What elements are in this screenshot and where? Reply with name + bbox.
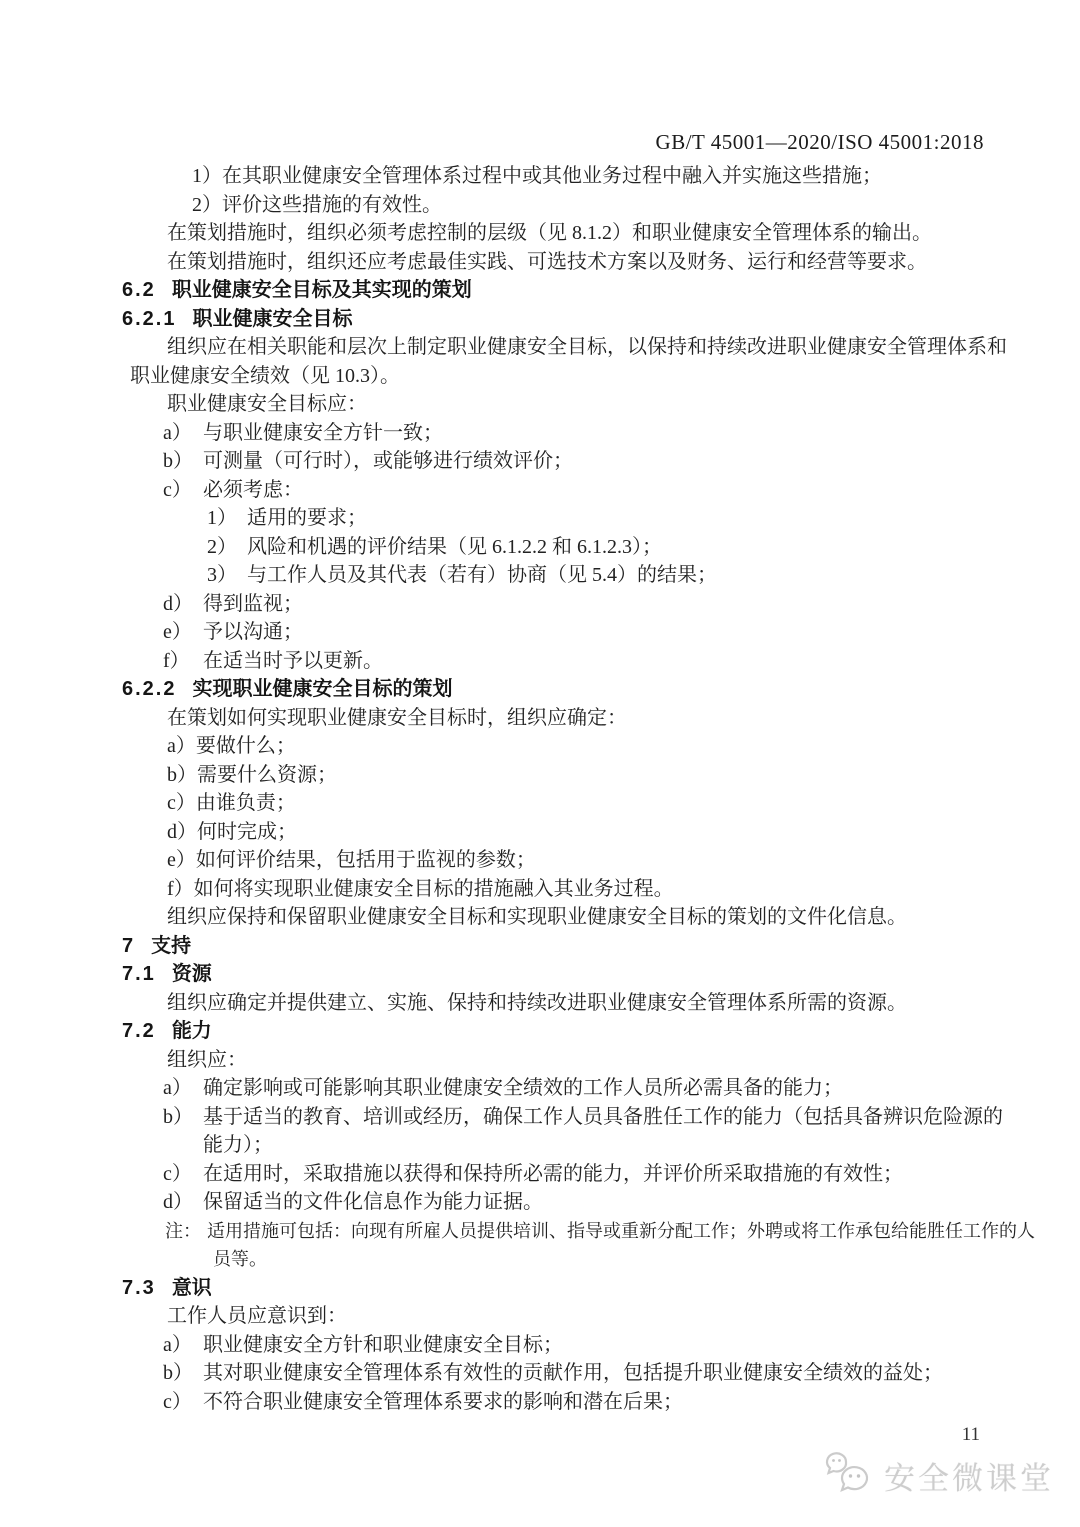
line-text: 与工作人员及其代表（若有）协商（见 5.4）的结果；: [247, 564, 717, 586]
section-heading: [122, 932, 1027, 961]
doc-line: [122, 1331, 1027, 1360]
line-text: 在策划措施时，组织还应考虑最佳实践、可选技术方案以及财务、运行和经营等要求。: [167, 250, 927, 273]
doc-line: [122, 732, 1027, 761]
line-text: 如何将实现职业健康安全目标的措施融入其业务过程。: [193, 877, 674, 900]
line-marker: d）: [163, 1191, 193, 1213]
doc-line: [122, 1103, 1027, 1132]
doc-line: [122, 789, 1027, 818]
doc-line: [122, 219, 1027, 248]
line-text: 在适当时予以更新。: [203, 649, 383, 672]
document-lines: [122, 162, 1035, 1416]
doc-line: [122, 390, 1027, 419]
line-text: 基于适当的教育、培训或经历，确保工作人员具备胜任工作的能力（包括具备辨识危险源的: [203, 1105, 1003, 1128]
doc-line: [122, 248, 1027, 277]
line-text: 适用的要求；: [247, 507, 367, 529]
line-text: 组织应在相关职能和层次上制定职业健康安全目标，以保持和持续改进职业健康安全管理体系和: [167, 336, 1007, 358]
line-text: 得到监视；: [203, 592, 303, 615]
line-marker: a）: [167, 735, 196, 757]
line-marker: 7.3: [122, 1276, 156, 1299]
watermark: [824, 1450, 1054, 1501]
doc-line: [122, 1388, 1027, 1417]
line-text: 如何评价结果，包括用于监视的参数；: [195, 849, 536, 871]
doc-line: [122, 590, 1027, 619]
line-marker: a）: [163, 1333, 192, 1356]
line-text: 可测量（可行时），或能够进行绩效评价；: [203, 450, 573, 472]
line-marker: f）: [163, 649, 190, 672]
line-text: 不符合职业健康安全管理体系要求的影响和潜在后果；: [203, 1390, 683, 1413]
line-marker: c）: [163, 1162, 192, 1185]
line-text: 在策划如何实现职业健康安全目标时，组织应确定：: [167, 706, 627, 729]
line-marker: 7.1: [122, 963, 156, 985]
line-text: 在适用时，采取措施以获得和保持所必需的能力，并评价所采取措施的有效性；: [203, 1162, 903, 1185]
line-text: 与职业健康安全方针一致；: [203, 421, 443, 444]
line-text: 能力）；: [203, 1134, 273, 1156]
doc-line: [122, 704, 1027, 733]
line-text: 支持: [151, 934, 192, 957]
line-marker: 7: [122, 934, 136, 957]
doc-line: [122, 447, 1027, 476]
line-marker: b）: [163, 1362, 193, 1384]
line-text: 组织应保持和保留职业健康安全目标和实现职业健康安全目标的策划的文件化信息。: [167, 906, 907, 928]
line-marker: b）: [163, 1105, 193, 1128]
line-marker: c）: [163, 478, 192, 501]
line-marker: 7.2: [122, 1020, 156, 1042]
line-text: 其对职业健康安全管理体系有效性的贡献作用，包括提升职业健康安全绩效的益处；: [203, 1362, 943, 1384]
line-text: 必须考虑：: [203, 478, 303, 501]
doc-line: [122, 561, 1027, 590]
line-marker: f）: [167, 877, 194, 900]
line-marker: 6.2.2: [122, 678, 177, 700]
doc-line: [122, 761, 1027, 790]
line-marker: a）: [163, 421, 192, 444]
line-marker: e）: [163, 621, 192, 643]
line-text: 适用措施可包括：向现有所雇人员提供培训、指导或重新分配工作；外聘或将工作承包给能胜任工作的人: [207, 1220, 1035, 1241]
doc-line: [122, 647, 1027, 676]
line-text: 需要什么资源；: [197, 763, 337, 786]
line-marker: 1）: [192, 165, 222, 187]
line-text: 资源: [171, 963, 212, 985]
doc-line: [122, 1217, 1035, 1246]
doc-line: [122, 162, 1027, 191]
running-header: GB/T 45001—2020/ISO 45001:2018: [655, 130, 984, 154]
line-text: 工作人员应意识到：: [167, 1305, 347, 1327]
line-text: 评价这些措施的有效性。: [222, 193, 442, 216]
section-heading: [122, 305, 1027, 334]
doc-line: [122, 989, 1027, 1018]
line-marker: 注：: [165, 1220, 201, 1241]
line-text: 何时完成；: [197, 820, 297, 843]
line-text: 职业健康安全目标应：: [167, 393, 367, 415]
page-number: 11: [961, 1424, 980, 1445]
line-text: 实现职业健康安全目标的策划: [192, 678, 453, 700]
doc-line: [122, 1302, 1027, 1331]
doc-line: [122, 846, 1027, 875]
doc-line: [122, 1245, 1027, 1274]
line-text: 风险和机遇的评价结果（见 6.1.2.2 和 6.1.2.3）；: [247, 535, 662, 558]
line-text: 予以沟通；: [203, 621, 303, 643]
line-text: 在其职业健康安全管理体系过程中或其他业务过程中融入并实施这些措施；: [222, 165, 882, 187]
doc-line: [122, 533, 1027, 562]
line-marker: e）: [167, 849, 196, 871]
doc-line: [122, 1359, 1027, 1388]
line-text: 能力: [171, 1020, 212, 1042]
line-marker: 6.2: [122, 279, 156, 301]
line-text: 确定影响或可能影响其职业健康安全绩效的工作人员所必需具备的能力；: [203, 1077, 843, 1099]
line-marker: 2）: [192, 193, 222, 216]
doc-line: [122, 191, 1027, 220]
line-text: 职业健康安全方针和职业健康安全目标；: [203, 1333, 563, 1356]
line-marker: b）: [163, 450, 193, 472]
section-heading: [122, 960, 1027, 989]
line-marker: b）: [167, 763, 197, 786]
doc-line: [122, 419, 1027, 448]
doc-line: [122, 875, 1027, 904]
section-heading: [122, 675, 1027, 704]
line-marker: c）: [167, 792, 196, 814]
doc-line: [122, 1160, 1027, 1189]
line-text: 员等。: [213, 1249, 267, 1269]
line-text: 由谁负责；: [195, 792, 296, 814]
section-heading: [122, 1274, 1027, 1303]
line-text: 意识: [171, 1276, 212, 1299]
line-marker: 2）: [207, 535, 237, 558]
line-marker: c）: [163, 1390, 192, 1413]
line-text: 职业健康安全目标: [192, 307, 353, 330]
doc-line: [122, 1131, 1027, 1160]
line-marker: 3）: [207, 564, 237, 586]
line-text: 职业健康安全目标及其实现的策划: [171, 279, 472, 301]
doc-line: [122, 903, 1027, 932]
watermark-text: 安全微课堂: [884, 1461, 1054, 1496]
doc-line: [122, 1046, 1027, 1075]
doc-line: [122, 618, 1027, 647]
doc-line: [122, 333, 1027, 362]
wechat-icon: [824, 1450, 876, 1501]
line-marker: d）: [167, 820, 197, 843]
doc-line: [122, 362, 1027, 391]
line-text: 职业健康安全绩效（见 10.3）。: [130, 364, 400, 387]
doc-line: [122, 476, 1027, 505]
line-text: 保留适当的文件化信息作为能力证据。: [203, 1191, 543, 1213]
line-text: 组织应：: [167, 1048, 247, 1071]
section-heading: [122, 1017, 1027, 1046]
doc-line: [122, 504, 1027, 533]
line-text: 在策划措施时，组织必须考虑控制的层级（见 8.1.2）和职业健康安全管理体系的输出。: [167, 222, 932, 244]
line-marker: 1）: [207, 507, 237, 529]
line-marker: a）: [163, 1077, 192, 1099]
doc-line: [122, 1188, 1027, 1217]
line-marker: d）: [163, 592, 193, 615]
line-marker: 6.2.1: [122, 307, 177, 330]
doc-line: [122, 1074, 1027, 1103]
line-text: 组织应确定并提供建立、实施、保持和持续改进职业健康安全管理体系所需的资源。: [167, 991, 907, 1014]
doc-line: [122, 818, 1027, 847]
section-heading: [122, 276, 1027, 305]
line-text: 要做什么；: [195, 735, 296, 757]
